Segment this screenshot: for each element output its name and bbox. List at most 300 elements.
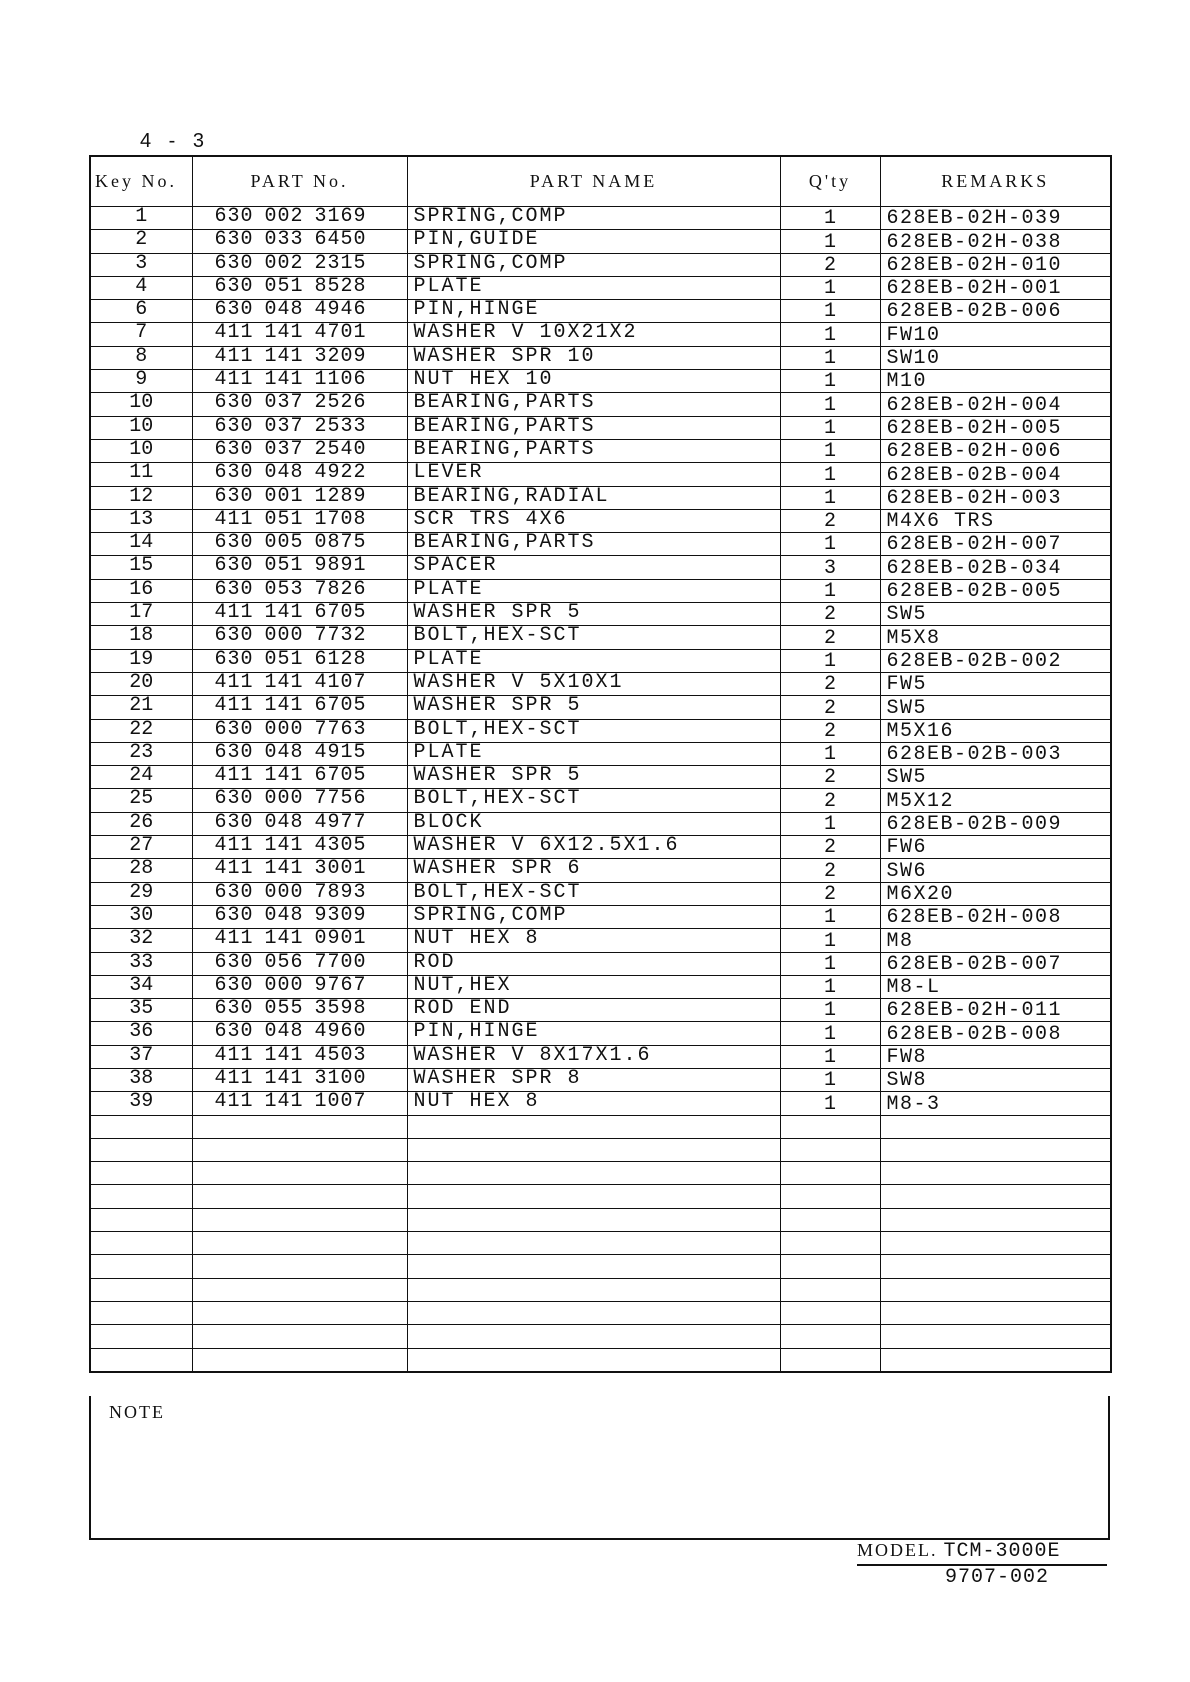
empty-cell (192, 1115, 407, 1138)
cell-remarks: FW8 (880, 1045, 1111, 1068)
cell-key: 10 (90, 393, 192, 416)
table-row (90, 929, 1111, 952)
empty-cell (90, 1115, 192, 1138)
empty-cell (780, 1278, 880, 1301)
cell-remarks: 628EB-02H-011 (880, 999, 1111, 1022)
cell-remarks: 628EB-02B-002 (880, 649, 1111, 672)
cell-key: 9 (90, 370, 192, 393)
empty-cell (90, 1325, 192, 1348)
table-row (90, 626, 1111, 649)
cell-qty: 2 (780, 789, 880, 812)
cell-key: 19 (90, 649, 192, 672)
empty-cell (780, 1185, 880, 1208)
cell-name: BOLT,HEX-SCT (407, 789, 780, 812)
cell-qty: 1 (780, 300, 880, 323)
cell-qty: 1 (780, 812, 880, 835)
note-box (89, 1396, 1110, 1540)
cell-key: 32 (90, 929, 192, 952)
cell-part-no: 630 048 4915 (192, 742, 407, 765)
empty-cell (780, 1301, 880, 1324)
cell-remarks: 628EB-02B-004 (880, 463, 1111, 486)
cell-key: 28 (90, 859, 192, 882)
cell-qty: 2 (780, 882, 880, 905)
table-row (90, 789, 1111, 812)
table-row (90, 952, 1111, 975)
cell-remarks: M5X8 (880, 626, 1111, 649)
cell-key: 3 (90, 253, 192, 276)
cell-key: 16 (90, 579, 192, 602)
empty-cell (880, 1278, 1111, 1301)
cell-key: 18 (90, 626, 192, 649)
table-row (90, 1045, 1111, 1068)
cell-remarks: 628EB-02B-009 (880, 812, 1111, 835)
empty-cell (192, 1301, 407, 1324)
cell-name: NUT HEX 8 (407, 1092, 780, 1115)
cell-name: PLATE (407, 649, 780, 672)
cell-part-no: 630 053 7826 (192, 579, 407, 602)
cell-name: WASHER V 10X21X2 (407, 323, 780, 346)
cell-qty: 1 (780, 975, 880, 998)
cell-qty: 1 (780, 393, 880, 416)
cell-remarks: SW5 (880, 696, 1111, 719)
table-row (90, 346, 1111, 369)
cell-name: BEARING,PARTS (407, 393, 780, 416)
empty-row (90, 1232, 1111, 1255)
table-row (90, 603, 1111, 626)
cell-key: 10 (90, 416, 192, 439)
empty-cell (407, 1278, 780, 1301)
table-row (90, 253, 1111, 276)
cell-name: PIN,HINGE (407, 300, 780, 323)
cell-qty: 1 (780, 999, 880, 1022)
cell-remarks: M6X20 (880, 882, 1111, 905)
cell-qty: 1 (780, 1022, 880, 1045)
cell-qty: 1 (780, 649, 880, 672)
table-row (90, 672, 1111, 695)
empty-cell (90, 1255, 192, 1278)
cell-name: BLOCK (407, 812, 780, 835)
cell-qty: 1 (780, 276, 880, 299)
empty-cell (192, 1232, 407, 1255)
parts-list-table (89, 155, 1112, 1373)
cell-remarks: 628EB-02H-038 (880, 230, 1111, 253)
cell-part-no: 630 037 2533 (192, 416, 407, 439)
table-row (90, 486, 1111, 509)
table-row (90, 649, 1111, 672)
cell-qty: 1 (780, 952, 880, 975)
cell-name: BEARING,PARTS (407, 416, 780, 439)
table-row (90, 416, 1111, 439)
cell-name: PLATE (407, 579, 780, 602)
cell-remarks: 628EB-02H-039 (880, 207, 1111, 230)
cell-remarks: M4X6 TRS (880, 509, 1111, 532)
cell-key: 8 (90, 346, 192, 369)
empty-cell (407, 1325, 780, 1348)
cell-part-no: 411 141 6705 (192, 603, 407, 626)
header-part-name: PART NAME (407, 156, 780, 207)
note-label: NOTE (109, 1402, 165, 1422)
cell-part-no: 411 141 4701 (192, 323, 407, 346)
empty-cell (90, 1138, 192, 1161)
cell-part-no: 411 141 0901 (192, 929, 407, 952)
cell-part-no: 630 055 3598 (192, 999, 407, 1022)
cell-qty: 1 (780, 463, 880, 486)
table-row (90, 393, 1111, 416)
cell-qty: 1 (780, 742, 880, 765)
table-row (90, 1068, 1111, 1091)
empty-row (90, 1185, 1111, 1208)
cell-key: 27 (90, 836, 192, 859)
cell-remarks: 628EB-02B-008 (880, 1022, 1111, 1045)
cell-key: 33 (90, 952, 192, 975)
empty-row (90, 1255, 1111, 1278)
cell-remarks: M8-L (880, 975, 1111, 998)
cell-key: 21 (90, 696, 192, 719)
cell-part-no: 630 033 6450 (192, 230, 407, 253)
cell-qty: 1 (780, 1068, 880, 1091)
table-row (90, 719, 1111, 742)
cell-remarks: 628EB-02B-007 (880, 952, 1111, 975)
cell-part-no: 630 037 2540 (192, 439, 407, 462)
cell-name: WASHER V 5X10X1 (407, 672, 780, 695)
cell-remarks: 628EB-02B-006 (880, 300, 1111, 323)
cell-name: WASHER SPR 6 (407, 859, 780, 882)
cell-key: 36 (90, 1022, 192, 1045)
empty-cell (780, 1208, 880, 1231)
empty-cell (880, 1348, 1111, 1372)
table-row (90, 533, 1111, 556)
empty-cell (192, 1278, 407, 1301)
cell-qty: 2 (780, 859, 880, 882)
cell-key: 25 (90, 789, 192, 812)
table-row (90, 812, 1111, 835)
table-row (90, 556, 1111, 579)
cell-remarks: SW6 (880, 859, 1111, 882)
empty-cell (90, 1301, 192, 1324)
table-row (90, 882, 1111, 905)
empty-cell (192, 1348, 407, 1372)
cell-part-no: 411 141 6705 (192, 766, 407, 789)
cell-part-no: 411 051 1708 (192, 509, 407, 532)
cell-part-no: 630 000 7893 (192, 882, 407, 905)
cell-key: 39 (90, 1092, 192, 1115)
cell-key: 14 (90, 533, 192, 556)
cell-key: 15 (90, 556, 192, 579)
table-row (90, 370, 1111, 393)
table-header (90, 156, 1111, 207)
cell-remarks: 628EB-02H-008 (880, 905, 1111, 928)
cell-qty: 1 (780, 439, 880, 462)
empty-cell (407, 1162, 780, 1185)
cell-qty: 1 (780, 416, 880, 439)
cell-qty: 1 (780, 533, 880, 556)
header-remarks: REMARKS (880, 156, 1111, 207)
empty-cell (880, 1138, 1111, 1161)
cell-name: NUT HEX 8 (407, 929, 780, 952)
empty-cell (780, 1115, 880, 1138)
cell-remarks: M8 (880, 929, 1111, 952)
cell-key: 20 (90, 672, 192, 695)
cell-part-no: 411 141 1007 (192, 1092, 407, 1115)
cell-name: SPRING,COMP (407, 905, 780, 928)
cell-key: 1 (90, 207, 192, 230)
cell-name: WASHER SPR 8 (407, 1068, 780, 1091)
cell-name: PIN,GUIDE (407, 230, 780, 253)
cell-remarks: 628EB-02H-005 (880, 416, 1111, 439)
empty-cell (90, 1185, 192, 1208)
empty-row (90, 1115, 1111, 1138)
empty-cell (407, 1185, 780, 1208)
header-part-no: PART No. (192, 156, 407, 207)
empty-cell (880, 1301, 1111, 1324)
cell-name: BEARING,PARTS (407, 533, 780, 556)
empty-cell (90, 1348, 192, 1372)
cell-remarks: 628EB-02B-034 (880, 556, 1111, 579)
cell-name: LEVER (407, 463, 780, 486)
empty-cell (880, 1185, 1111, 1208)
cell-part-no: 630 001 1289 (192, 486, 407, 509)
empty-cell (780, 1162, 880, 1185)
header-qty: Q'ty (780, 156, 880, 207)
cell-remarks: 628EB-02B-003 (880, 742, 1111, 765)
empty-cell (880, 1162, 1111, 1185)
cell-name: BEARING,PARTS (407, 439, 780, 462)
cell-qty: 1 (780, 370, 880, 393)
cell-part-no: 630 002 2315 (192, 253, 407, 276)
cell-remarks: 628EB-02H-006 (880, 439, 1111, 462)
empty-cell (192, 1208, 407, 1231)
table-row (90, 463, 1111, 486)
cell-name: SPRING,COMP (407, 207, 780, 230)
cell-part-no: 630 048 4922 (192, 463, 407, 486)
empty-cell (780, 1138, 880, 1161)
cell-remarks: FW6 (880, 836, 1111, 859)
cell-name: PLATE (407, 742, 780, 765)
table-row (90, 509, 1111, 532)
cell-remarks: 628EB-02B-005 (880, 579, 1111, 602)
empty-cell (192, 1162, 407, 1185)
cell-key: 13 (90, 509, 192, 532)
table-row (90, 579, 1111, 602)
cell-qty: 1 (780, 486, 880, 509)
cell-qty: 2 (780, 696, 880, 719)
empty-cell (780, 1232, 880, 1255)
empty-cell (407, 1208, 780, 1231)
table-row (90, 276, 1111, 299)
table-row (90, 1092, 1111, 1115)
document-number: 9707-002 (945, 1566, 1050, 1589)
cell-qty: 2 (780, 672, 880, 695)
empty-row (90, 1138, 1111, 1161)
empty-cell (90, 1232, 192, 1255)
table-row (90, 766, 1111, 789)
cell-qty: 1 (780, 323, 880, 346)
cell-name: SPRING,COMP (407, 253, 780, 276)
cell-part-no: 411 141 6705 (192, 696, 407, 719)
cell-key: 12 (90, 486, 192, 509)
cell-key: 6 (90, 300, 192, 323)
empty-cell (407, 1115, 780, 1138)
table-row (90, 696, 1111, 719)
cell-qty: 2 (780, 603, 880, 626)
cell-key: 37 (90, 1045, 192, 1068)
cell-part-no: 411 141 4305 (192, 836, 407, 859)
cell-key: 23 (90, 742, 192, 765)
cell-name: ROD (407, 952, 780, 975)
cell-key: 4 (90, 276, 192, 299)
cell-name: BOLT,HEX-SCT (407, 719, 780, 742)
cell-remarks: 628EB-02H-007 (880, 533, 1111, 556)
empty-cell (880, 1325, 1111, 1348)
table-row (90, 999, 1111, 1022)
empty-cell (407, 1232, 780, 1255)
cell-part-no: 630 000 7763 (192, 719, 407, 742)
cell-key: 26 (90, 812, 192, 835)
cell-name: NUT HEX 10 (407, 370, 780, 393)
cell-name: BEARING,RADIAL (407, 486, 780, 509)
empty-cell (780, 1348, 880, 1372)
cell-name: BOLT,HEX-SCT (407, 626, 780, 649)
empty-cell (192, 1325, 407, 1348)
empty-cell (192, 1185, 407, 1208)
cell-part-no: 411 141 3209 (192, 346, 407, 369)
cell-key: 11 (90, 463, 192, 486)
cell-part-no: 630 002 3169 (192, 207, 407, 230)
empty-cell (780, 1255, 880, 1278)
cell-part-no: 630 005 0875 (192, 533, 407, 556)
cell-remarks: M8-3 (880, 1092, 1111, 1115)
cell-part-no: 630 000 7732 (192, 626, 407, 649)
empty-cell (90, 1162, 192, 1185)
empty-cell (192, 1138, 407, 1161)
cell-qty: 2 (780, 836, 880, 859)
cell-part-no: 630 048 4960 (192, 1022, 407, 1045)
cell-remarks: M5X12 (880, 789, 1111, 812)
cell-qty: 1 (780, 230, 880, 253)
cell-part-no: 630 000 9767 (192, 975, 407, 998)
cell-part-no: 411 141 3001 (192, 859, 407, 882)
cell-remarks: SW10 (880, 346, 1111, 369)
cell-part-no: 630 051 8528 (192, 276, 407, 299)
cell-name: ROD END (407, 999, 780, 1022)
cell-qty: 2 (780, 626, 880, 649)
cell-key: 7 (90, 323, 192, 346)
cell-key: 30 (90, 905, 192, 928)
header-key-no: Key No. (90, 156, 192, 207)
empty-cell (90, 1208, 192, 1231)
cell-remarks: 628EB-02H-004 (880, 393, 1111, 416)
table-row (90, 207, 1111, 230)
cell-name: SCR TRS 4X6 (407, 509, 780, 532)
cell-name: SPACER (407, 556, 780, 579)
model-line (857, 1540, 1107, 1566)
cell-key: 34 (90, 975, 192, 998)
empty-cell (880, 1208, 1111, 1231)
cell-part-no: 630 048 9309 (192, 905, 407, 928)
cell-remarks: 628EB-02H-010 (880, 253, 1111, 276)
cell-remarks: 628EB-02H-003 (880, 486, 1111, 509)
table-row (90, 905, 1111, 928)
empty-cell (407, 1348, 780, 1372)
cell-remarks: SW5 (880, 766, 1111, 789)
cell-qty: 1 (780, 207, 880, 230)
empty-cell (407, 1255, 780, 1278)
cell-qty: 1 (780, 929, 880, 952)
empty-cell (192, 1255, 407, 1278)
cell-name: NUT,HEX (407, 975, 780, 998)
empty-cell (90, 1278, 192, 1301)
cell-key: 22 (90, 719, 192, 742)
cell-key: 29 (90, 882, 192, 905)
cell-name: WASHER V 6X12.5X1.6 (407, 836, 780, 859)
cell-qty: 3 (780, 556, 880, 579)
cell-name: WASHER SPR 5 (407, 603, 780, 626)
cell-part-no: 630 048 4946 (192, 300, 407, 323)
cell-qty: 1 (780, 346, 880, 369)
table-row (90, 439, 1111, 462)
cell-qty: 2 (780, 766, 880, 789)
table-row (90, 836, 1111, 859)
empty-cell (407, 1301, 780, 1324)
empty-cell (780, 1325, 880, 1348)
table-row (90, 742, 1111, 765)
cell-qty: 1 (780, 579, 880, 602)
empty-row (90, 1278, 1111, 1301)
cell-qty: 2 (780, 509, 880, 532)
empty-cell (880, 1255, 1111, 1278)
cell-part-no: 411 141 4107 (192, 672, 407, 695)
cell-remarks: FW5 (880, 672, 1111, 695)
cell-qty: 2 (780, 719, 880, 742)
cell-qty: 1 (780, 1092, 880, 1115)
cell-qty: 2 (780, 253, 880, 276)
cell-remarks: SW5 (880, 603, 1111, 626)
cell-key: 10 (90, 439, 192, 462)
cell-name: WASHER V 8X17X1.6 (407, 1045, 780, 1068)
cell-key: 24 (90, 766, 192, 789)
cell-name: PIN,HINGE (407, 1022, 780, 1045)
empty-row (90, 1301, 1111, 1324)
cell-name: WASHER SPR 5 (407, 766, 780, 789)
cell-name: WASHER SPR 5 (407, 696, 780, 719)
cell-name: WASHER SPR 10 (407, 346, 780, 369)
cell-name: BOLT,HEX-SCT (407, 882, 780, 905)
empty-row (90, 1208, 1111, 1231)
cell-part-no: 630 000 7756 (192, 789, 407, 812)
cell-part-no: 630 051 6128 (192, 649, 407, 672)
cell-remarks: M10 (880, 370, 1111, 393)
cell-qty: 1 (780, 905, 880, 928)
empty-cell (407, 1138, 780, 1161)
table-row (90, 323, 1111, 346)
table-row (90, 975, 1111, 998)
empty-cell (880, 1232, 1111, 1255)
empty-row (90, 1162, 1111, 1185)
cell-key: 17 (90, 603, 192, 626)
cell-part-no: 630 048 4977 (192, 812, 407, 835)
empty-cell (880, 1115, 1111, 1138)
table-row (90, 1022, 1111, 1045)
cell-remarks: FW10 (880, 323, 1111, 346)
cell-remarks: SW8 (880, 1068, 1111, 1091)
cell-part-no: 630 056 7700 (192, 952, 407, 975)
empty-row (90, 1325, 1111, 1348)
cell-part-no: 411 141 1106 (192, 370, 407, 393)
cell-key: 38 (90, 1068, 192, 1091)
cell-key: 2 (90, 230, 192, 253)
cell-remarks: 628EB-02H-001 (880, 276, 1111, 299)
cell-name: PLATE (407, 276, 780, 299)
